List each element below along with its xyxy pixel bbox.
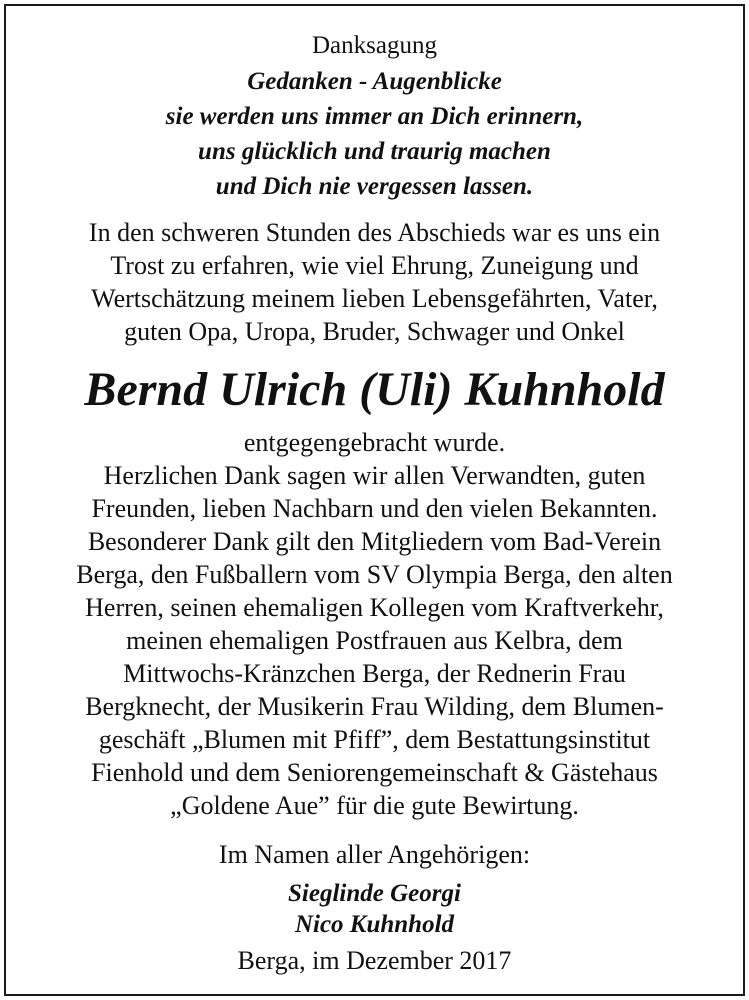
intro-paragraph (0, 216, 749, 348)
thanks-line: Besonderer Dank gilt den Mitgliedern vom Bad-Verein (87, 527, 662, 556)
signature-name: Nico Kuhnhold (294, 911, 455, 938)
thanks-paragraph (0, 426, 749, 822)
thanks-line: Freunden, lieben Nachbarn und den vielen Bekannten. (91, 494, 658, 523)
notice-heading: Danksagung (312, 32, 437, 59)
thanks-line: Herren, seinen ehemaligen Kollegen vom Kraftverkehr, (85, 593, 664, 622)
poem-block (0, 64, 749, 204)
poem-line: Gedanken - Augenblicke (247, 68, 502, 95)
place-date: Berga, im Dezember 2017 (237, 946, 512, 975)
thanks-line: meinen ehemaligen Postfrauen aus Kelbra, dem (126, 626, 623, 655)
deceased-name: Bernd Ulrich (Uli) Kuhnhold (84, 363, 665, 416)
thanks-line: Berga, den Fußballern vom SV Olympia Berga, den alten (76, 560, 673, 589)
poem-line: und Dich nie vergessen lassen. (215, 173, 534, 200)
thanks-line: Mittwochs-Kränzchen Berga, der Rednerin Frau (123, 659, 626, 688)
thanks-line: „Goldene Aue” für die gute Bewirtung. (170, 791, 579, 820)
intro-line: guten Opa, Uropa, Bruder, Schwager und Onkel (124, 317, 625, 346)
thanks-line: Herzlichen Dank sagen wir allen Verwandten, guten (103, 461, 646, 490)
signature-block (0, 878, 749, 940)
thanks-line: entgegengebracht wurde. (243, 428, 506, 457)
signature-name: Sieglinde Georgi (288, 880, 461, 907)
thanks-line: Fienhold und dem Seniorengemeinschaft & Gästehaus (91, 758, 658, 787)
thanks-line: Bergknecht, der Musikerin Frau Wilding, dem Blumen- (85, 692, 664, 721)
poem-line: uns glücklich und traurig machen (198, 138, 551, 165)
poem-line: sie werden uns immer an Dich erinnern, (165, 103, 584, 130)
intro-line: Trost zu erfahren, wie viel Ehrung, Zuneigung und (110, 251, 639, 280)
intro-line: In den schweren Stunden des Abschieds war es uns ein (88, 218, 661, 247)
closing-line: Im Namen aller Angehörigen: (218, 840, 531, 869)
thanks-line: geschäft „Blumen mit Pfiff”, dem Bestattungsinstitut (98, 725, 651, 754)
intro-line: Wertschätzung meinem lieben Lebensgefährten, Vater, (91, 284, 658, 313)
